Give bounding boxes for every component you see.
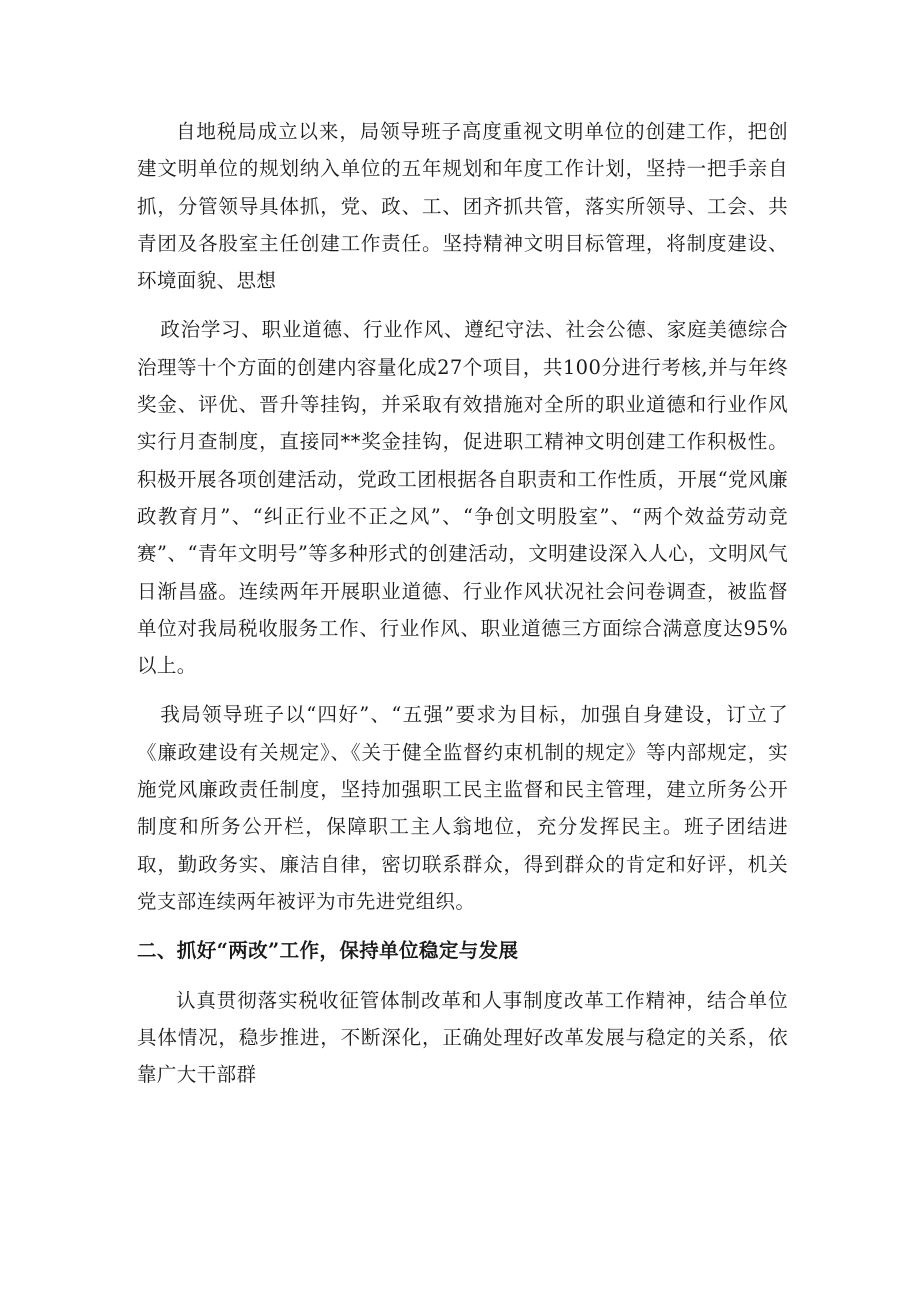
paragraph-reform-implementation: 认真贯彻落实税收征管体制改革和人事制度改革工作精神，结合单位具体情况，稳步推进，不断深化，正确处理好改革发展与稳定的关系，依靠广大干部群 (137, 988, 788, 1087)
paragraph-civilization-work: 自地税局成立以来，局领导班子高度重视文明单位的创建工作，把创建文明单位的规划纳入单位的五年规划和年度工作计划，坚持一把手亲自抓，分管领导具体抓，党、政、工、团齐抓共管，落实所领导、工会、共青团及各股室主任创建工作责任。坚持精神文明目标管理，将制度建设、环境面貌、思想 (137, 120, 788, 293)
section-heading-two-reforms: 二、抓好“两改”工作，保持单位稳定与发展 (137, 939, 519, 963)
paragraph-leadership-building: 我局领导班子以“四好”、“五强”要求为目标，加强自身建设，订立了《廉政建设有关规定》、《关于健全监督约束机制的规定》等内部规定，实施党风廉政责任制度，坚持加强职工民主监督和民主管理，建立所务公开制度和所务公开栏，保障职工主人翁地位，充分发挥民主。班子团结进取，勤政务实、廉洁自律，密切联系群众，得到群众的肯定和好评，机关党支部连续两年被评为市先进党组织。 (137, 703, 788, 913)
paragraph-assessment-items: 政治学习、职业道德、行业作风、遵纪守法、社会公德、家庭美德综合治理等十个方面的创建内容量化成27个项目，共100分进行考核,并与年终奖金、评优、晋升等挂钩，并采取有效措施对全所的职业道德和行业作风实行月查制度，直接同**奖金挂钩，促进职工精神文明创建工作积极性。积极开展各项创建活动，党政工团根据各自职责和工作性质，开展“党风廉政教育月”、“纠正行业不正之风”、“争创文明股室”、“两个效益劳动竞赛”、“青年文明号”等多种形式的创建活动，文明建设深入人心，文明风气日渐昌盛。连续两年开展职业道德、行业作风状况社会问卷调查，被监督单位对我局税收服务工作、行业作风、职业道德三方面综合满意度达95%以上。 (137, 318, 788, 678)
